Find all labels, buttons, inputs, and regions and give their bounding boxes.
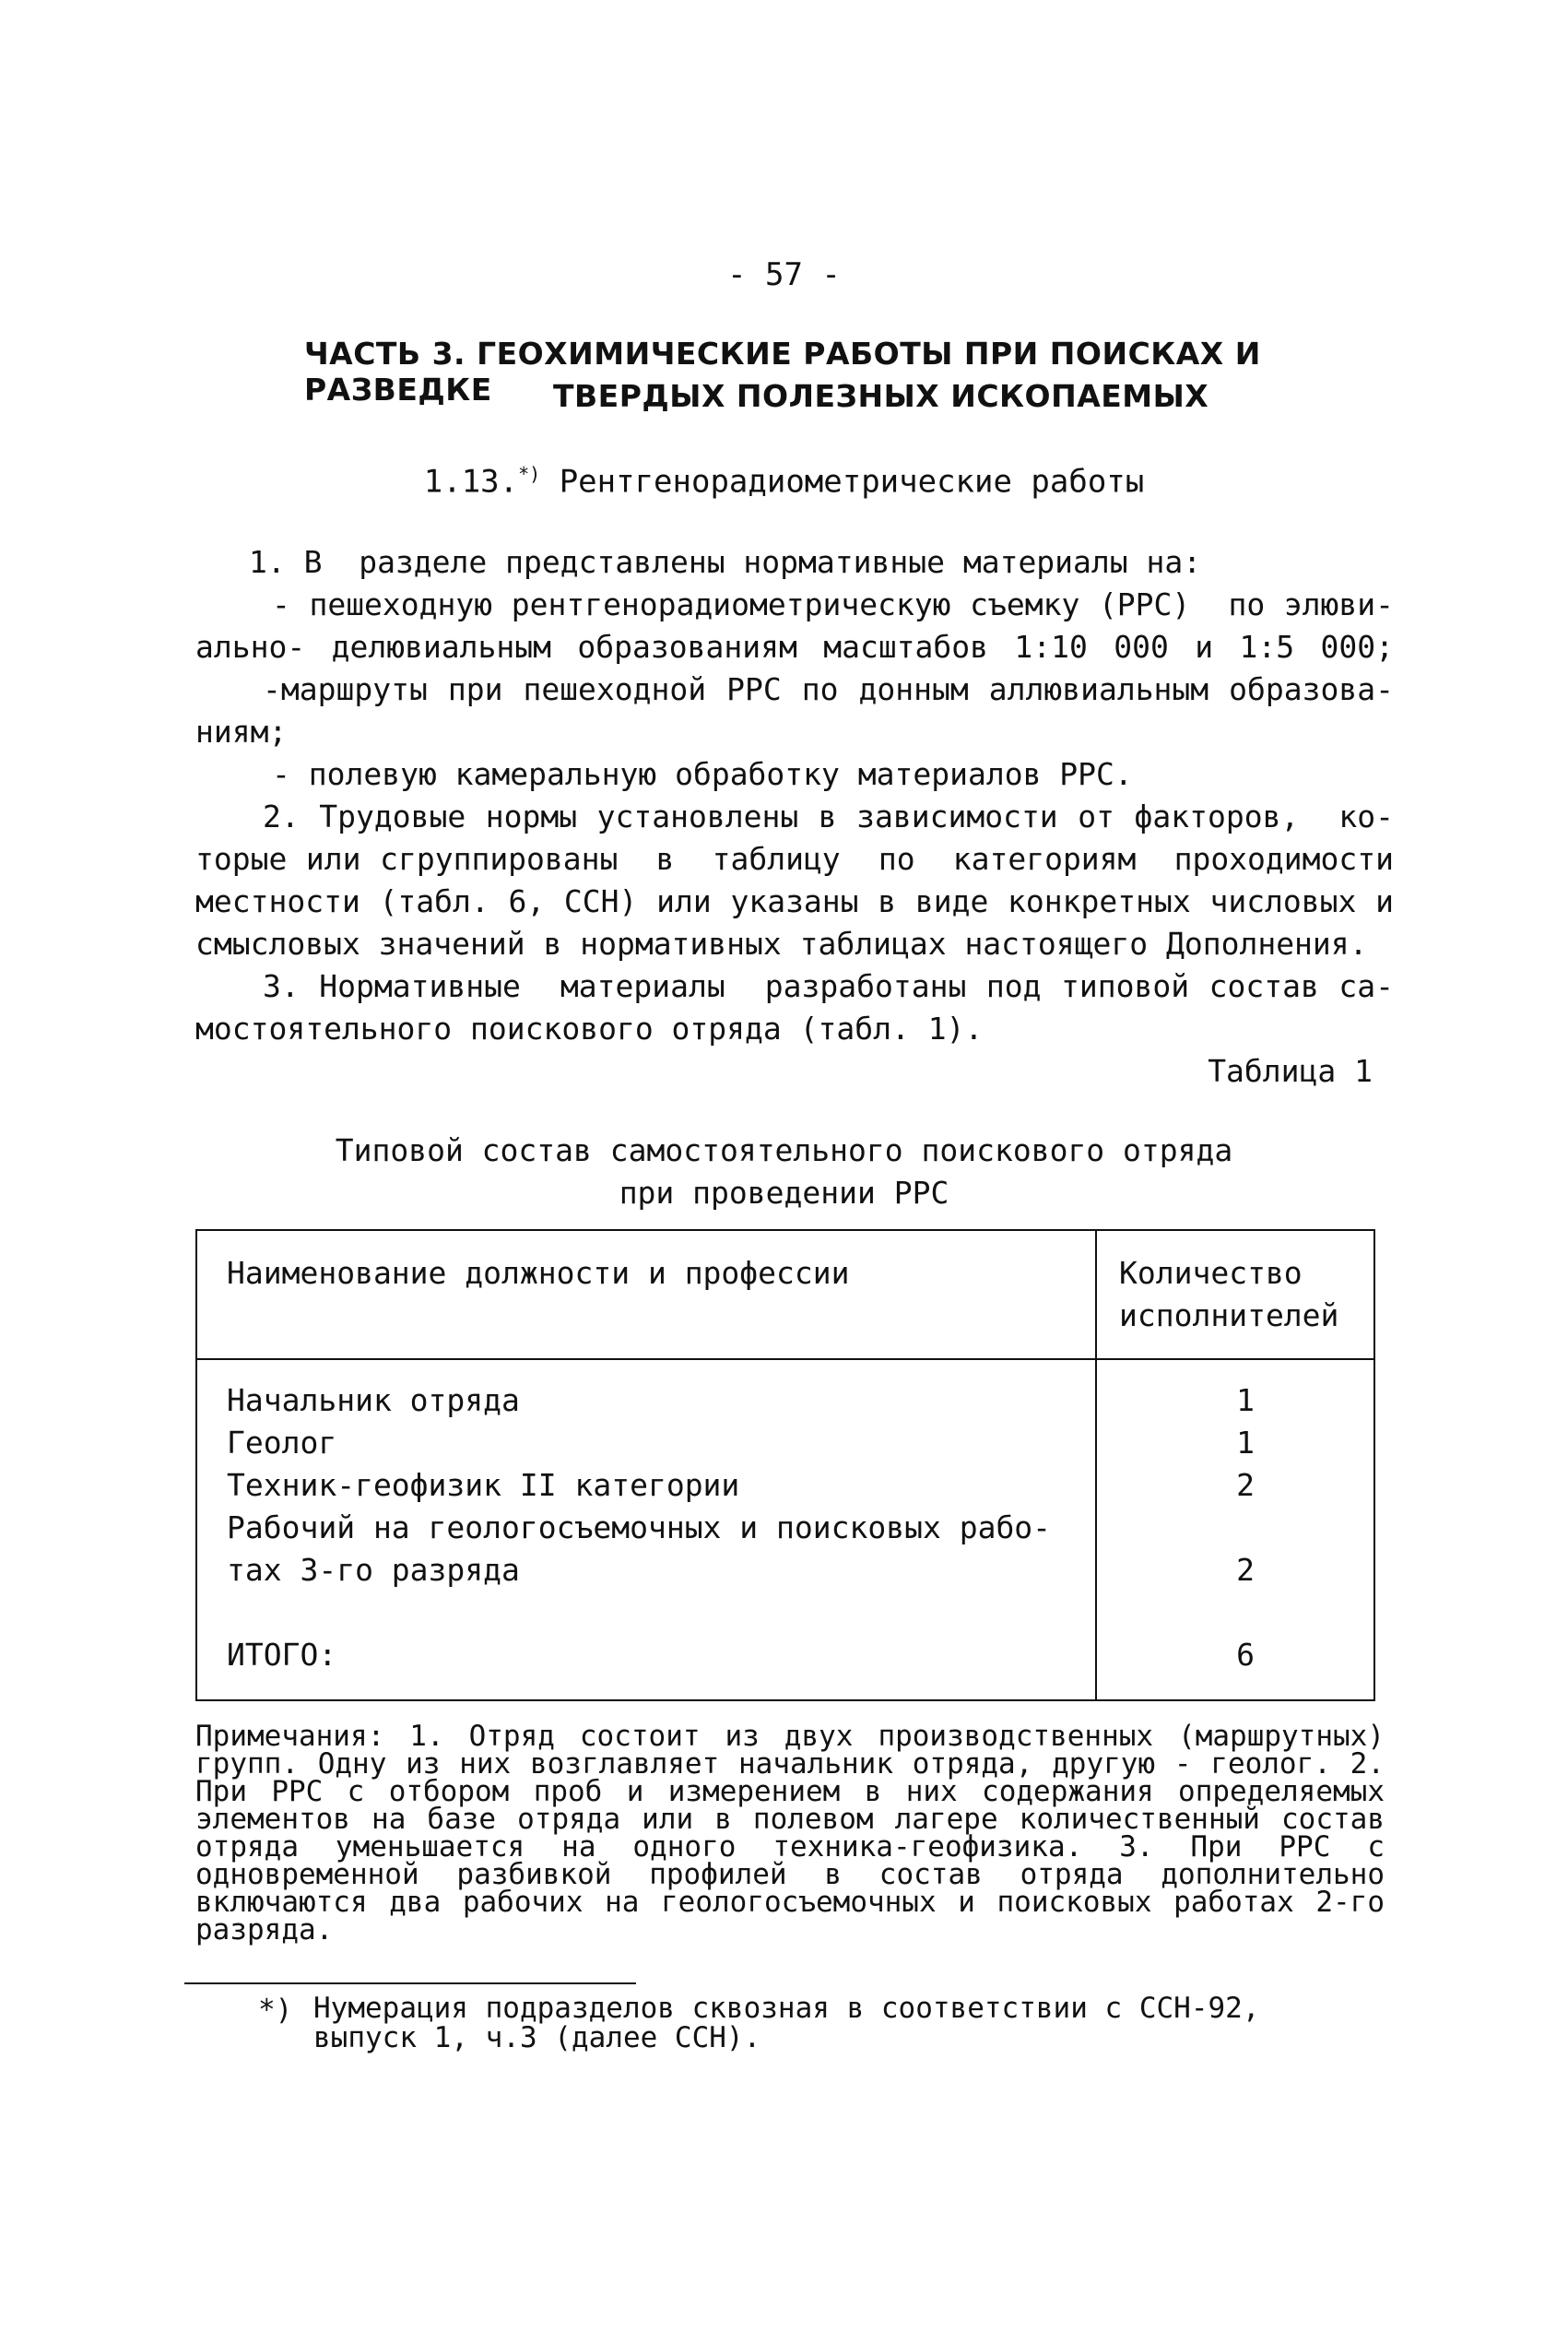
table-title-line2: при проведении РРС: [619, 1175, 949, 1211]
column-header-count-line2: исполнителей: [1119, 1297, 1339, 1333]
footnote-line1: Нумерация подразделов сквозная в соответствии с ССН-92,: [313, 1992, 1260, 2025]
paragraph-line: смысловых значений в нормативных таблицах настоящего Дополнения.: [195, 926, 1368, 962]
column-divider: [1095, 1231, 1097, 1699]
table-total-label: ИТОГО:: [227, 1637, 337, 1673]
table-row-name: Техник-геофизик II категории: [227, 1467, 740, 1503]
paragraph-line: ально- делювиальным образованиям масштабов 1:10 000 и 1:5 000;: [195, 629, 1394, 665]
table-label: Таблица 1: [1208, 1053, 1373, 1089]
part-heading-line2: ТВЕРДЫХ ПОЛЕЗНЫХ ИСКОПАЕМЫХ: [553, 378, 1209, 414]
footnote-mark-bottom: *): [258, 1994, 293, 2027]
paragraph-line: мостоятельного поискового отряда (табл. 1).: [195, 1011, 984, 1047]
table-title-line1: Типовой состав самостоятельного поискового отряда: [335, 1132, 1233, 1168]
paragraph-line: - пешеходную рентгенорадиометрическую съемку (РРС) по элюви-: [272, 586, 1394, 622]
table-row-count: 2: [1236, 1467, 1255, 1503]
paragraph-line: торые или сгруппированы в таблицу по категориям проходимости: [195, 841, 1394, 877]
table-row-name: Начальник отряда: [227, 1382, 520, 1418]
table-total-count: 6: [1236, 1637, 1255, 1673]
section-number: 1.13.: [423, 463, 519, 501]
paragraph-line: 1. В разделе представлены нормативные материалы на:: [249, 544, 1202, 580]
table-row-count: 1: [1236, 1382, 1255, 1418]
column-header-count-line1: Количество: [1119, 1255, 1303, 1291]
header-divider: [197, 1358, 1373, 1360]
footnote-mark: *): [518, 463, 541, 485]
section-title: [0, 463, 1568, 500]
table-row-name: Рабочий на геологосъемочных и поисковых рабо-: [227, 1509, 1052, 1545]
footnote-separator: [184, 1982, 636, 1984]
table-notes: Примечания: 1. Отряд состоит из двух производственных (маршрутных) групп. Одну из них возглавляет начальник отряда, другую - геолог. 2. При РРС с отбором проб и измерением в них содержания определяемых элементов на базе отряда или в полевом лагере количественный состав отряда уменьшается на одного техника-геофизика. 3. При РРС с одновременной разбивкой профилей в состав отряда дополнительно включаются два рабочих на геологосъемочных и поисковых работах 2-го разряда.: [195, 1720, 1385, 1946]
page-number: - 57 -: [727, 256, 841, 293]
paragraph-line: ниям;: [195, 714, 288, 750]
paragraph-line: 2. Трудовые нормы установлены в зависимости от факторов, ко-: [263, 799, 1394, 834]
paragraph-line: - полевую камеральную обработку материалов РРС.: [272, 756, 1133, 792]
table-row-name: Геолог: [227, 1425, 337, 1461]
footnote-line2: выпуск 1, ч.3 (далее ССН).: [313, 2021, 761, 2054]
section-title-text: Рентгенорадиометрические работы: [559, 463, 1145, 501]
staff-table: [195, 1229, 1375, 1701]
table-row-count: 1: [1236, 1425, 1255, 1461]
table-row-count: 2: [1236, 1552, 1255, 1588]
column-header-position: Наименование должности и профессии: [227, 1255, 850, 1291]
table-row-name: тах 3-го разряда: [227, 1552, 520, 1588]
paragraph-line: -маршруты при пешеходной РРС по донным аллювиальным образова-: [263, 671, 1394, 707]
part-heading-line1: ЧАСТЬ 3. ГЕОХИМИЧЕСКИЕ РАБОТЫ ПРИ ПОИСКАХ И РАЗВЕДКЕ: [304, 336, 1261, 408]
footnote-text: [313, 1994, 1420, 2053]
paragraph-line: местности (табл. 6, ССН) или указаны в виде конкретных числовых и: [195, 883, 1394, 919]
paragraph-line: 3. Нормативные материалы разработаны под типовой состав са-: [263, 968, 1394, 1004]
